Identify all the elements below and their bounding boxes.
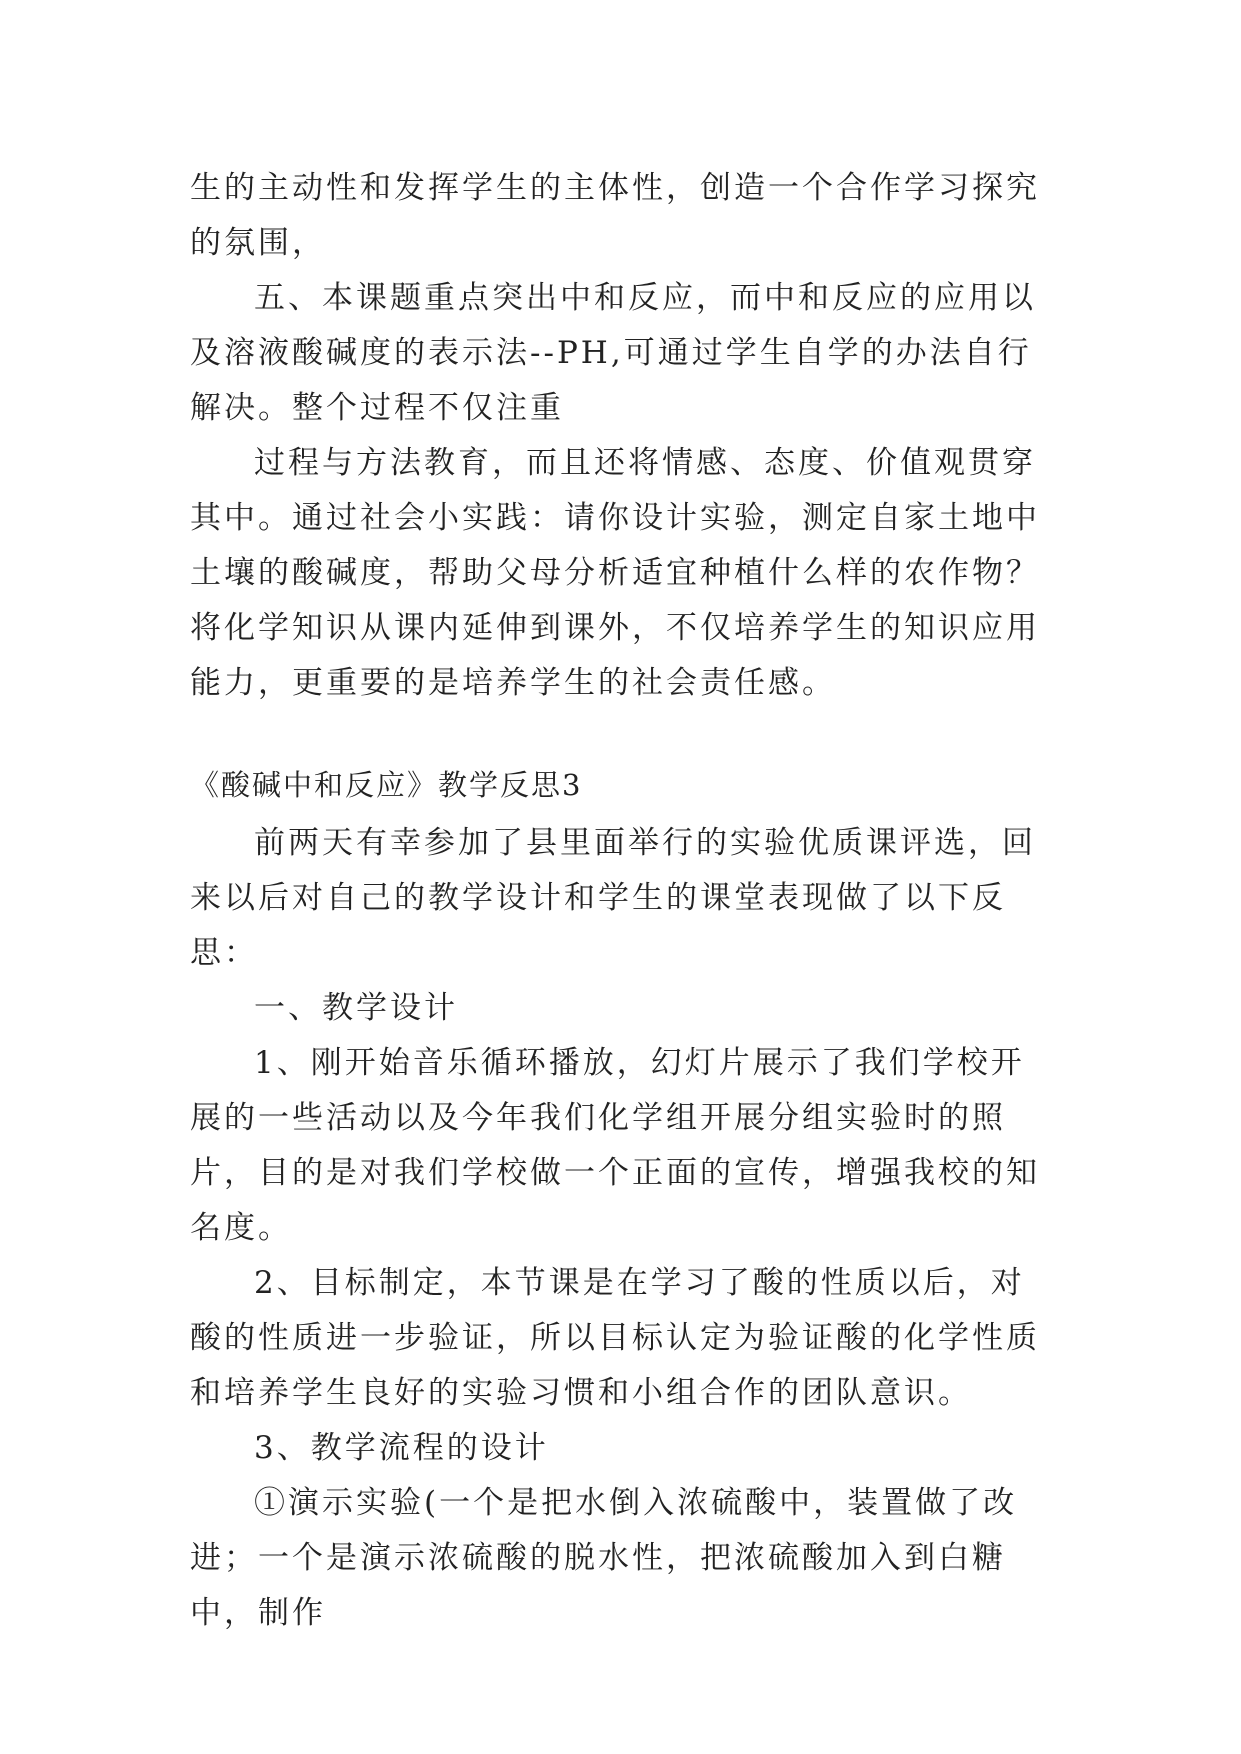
paragraph-point-five: 五、本课题重点突出中和反应，而中和反应的应用以及溶液酸碱度的表示法--PH,可通过学生自学的办法自行解决。整个过程不仅注重 xyxy=(190,280,1036,426)
paragraph-teaching-design-heading: 一、教学设计 xyxy=(254,990,458,1026)
paragraph-item-1: 1、刚开始音乐循环播放，幻灯片展示了我们学校开展的一些活动以及今年我们化学组开展分组实验时的照片，目的是对我们学校做一个正面的宣传，增强我校的知名度。 xyxy=(190,1045,1040,1246)
paragraph-intro: 前两天有幸参加了县里面举行的实验优质课评选，回来以后对自己的教学设计和学生的课堂表现做了以下反思： xyxy=(190,825,1036,971)
text-block-bottom xyxy=(190,816,1052,1641)
paragraph-item-3: 3、教学流程的设计 xyxy=(254,1430,549,1466)
paragraph-item-2: 2、目标制定，本节课是在学习了酸的性质以后，对酸的性质进一步验证，所以目标认定为验证酸的化学性质和培养学生良好的实验习惯和小组合作的团队意识。 xyxy=(190,1265,1040,1411)
section-title: 《酸碱中和反应》教学反思3 xyxy=(190,768,583,802)
text-block-top xyxy=(190,161,1052,711)
paragraph-process-method: 过程与方法教育，而且还将情感、态度、价值观贯穿其中。通过社会小实践：请你设计实验，测定自家土地中土壤的酸碱度，帮助父母分析适宜种植什么样的农作物？将化学知识从课内延伸到课外，不仅培养学生的知识应用能力，更重要的是培养学生的社会责任感。 xyxy=(190,445,1040,701)
paragraph-continued: 生的主动性和发挥学生的主体性，创造一个合作学习探究的氛围， xyxy=(190,170,1040,261)
paragraph-demo-experiment: ①演示实验(一个是把水倒入浓硫酸中，装置做了改进；一个是演示浓硫酸的脱水性，把浓硫酸加入到白糖中，制作 xyxy=(190,1485,1018,1631)
